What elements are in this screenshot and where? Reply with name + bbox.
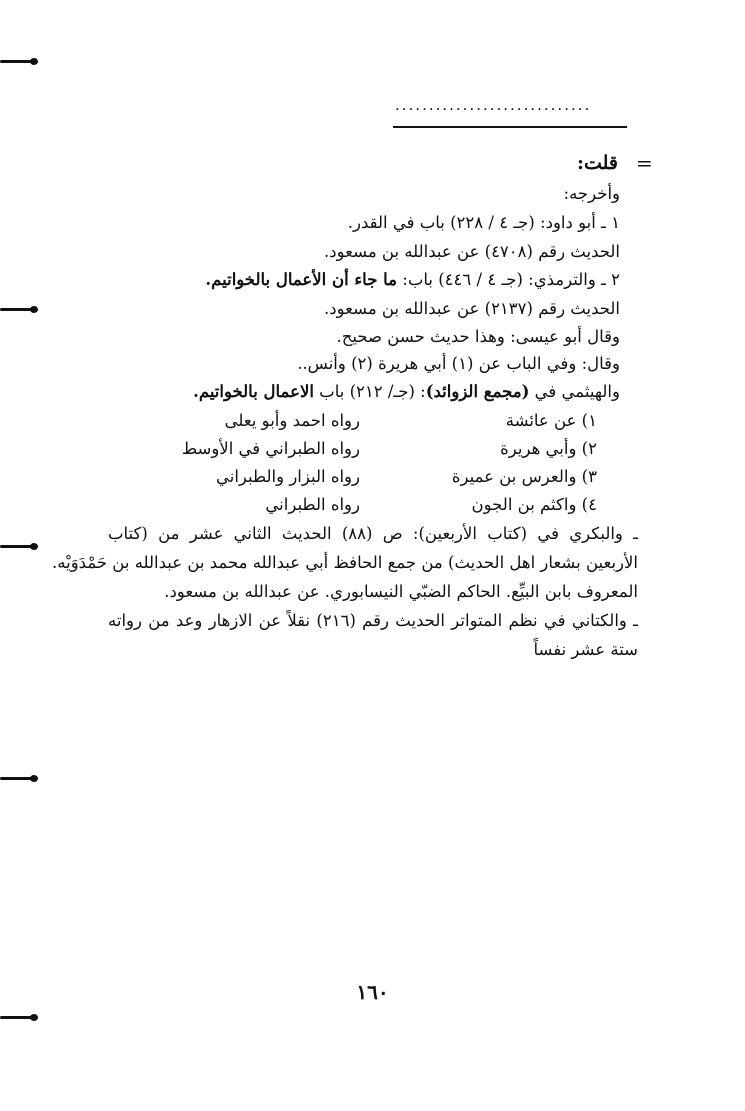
text-fragment: : (جـ/ ٢١٢) باب (313, 382, 426, 401)
narrator-name: ٣) والعرس بن عميرة (451, 467, 597, 486)
text-line: وقال: وفي الباب عن (١) أبي هريرة (٢) وأنس.. (297, 354, 620, 373)
binding-edge-mark (0, 60, 34, 63)
section-marker: = (636, 151, 653, 175)
text-line: الحديث رقم (٤٧٠٨) عن عبدالله بن مسعود. (324, 242, 620, 261)
text-line (193, 380, 620, 404)
text-line: الحديث رقم (٢١٣٧) عن عبدالله بن مسعود. (324, 299, 620, 318)
narrator-name: ٤) واكثم بن الجون (471, 495, 597, 514)
binding-edge-mark (0, 308, 34, 311)
chapter-heading: الاعمال بالخواتيم. (193, 382, 314, 401)
section-title: قلت: (576, 152, 618, 174)
paragraph-line: ـ والبكري في (كتاب الأربعين): ص (٨٨) الحديث الثاني عشر من (كتاب (108, 524, 638, 543)
text-line: وأخرجه: (563, 184, 620, 203)
page-number: ١٦٠ (356, 980, 389, 1004)
paragraph-line: ستة عشر نفساً (533, 640, 638, 659)
text-line: وقال أبو عيسى: وهذا حديث حسن صحيح. (336, 327, 620, 346)
narrator-source: رواه الطبراني (265, 495, 360, 514)
paragraph-line: ـ والكتاني في نظم المتواتر الحديث رقم (٢١٦) نقلاً عن الازهار وعد من رواته (108, 611, 638, 630)
text-line (205, 268, 620, 292)
binding-edge-mark (0, 1016, 34, 1019)
text-fragment: ٢ ـ والترمذي: (جـ ٤ / ٤٤٦) باب: (397, 270, 620, 289)
paragraph-line: الأربعين بشعار اهل الحديث) من جمع الحافظ أبي عبدالله محمد بن عبدالله بن حَمْدَوَيْه. (52, 553, 638, 572)
paragraph-line: المعروف بابن البيِّع. الحاكم الضبّي النيسابوري. عن عبدالله بن مسعود. (164, 582, 638, 601)
chapter-heading: ما جاء أن الأعمال بالخواتيم. (205, 270, 398, 289)
narrator-source: رواه الطبراني في الأوسط (181, 439, 360, 458)
book-title: (مجمع الزوائد) (425, 382, 530, 401)
binding-edge-mark (0, 545, 34, 548)
narrator-source: رواه البزار والطبراني (215, 467, 360, 486)
text-fragment: والهيثمي في (529, 382, 620, 401)
narrator-name: ٢) وأبي هريرة (500, 439, 597, 458)
dotted-separator: ............................. (395, 96, 592, 114)
text-line: ١ ـ أبو داود: (جـ ٤ / ٢٢٨) باب في القدر. (347, 213, 620, 232)
binding-edge-mark (0, 777, 34, 780)
narrator-name: ١) عن عائشة (505, 411, 597, 430)
narrator-source: رواه احمد وأبو يعلى (224, 411, 360, 430)
horizontal-rule (393, 126, 627, 128)
